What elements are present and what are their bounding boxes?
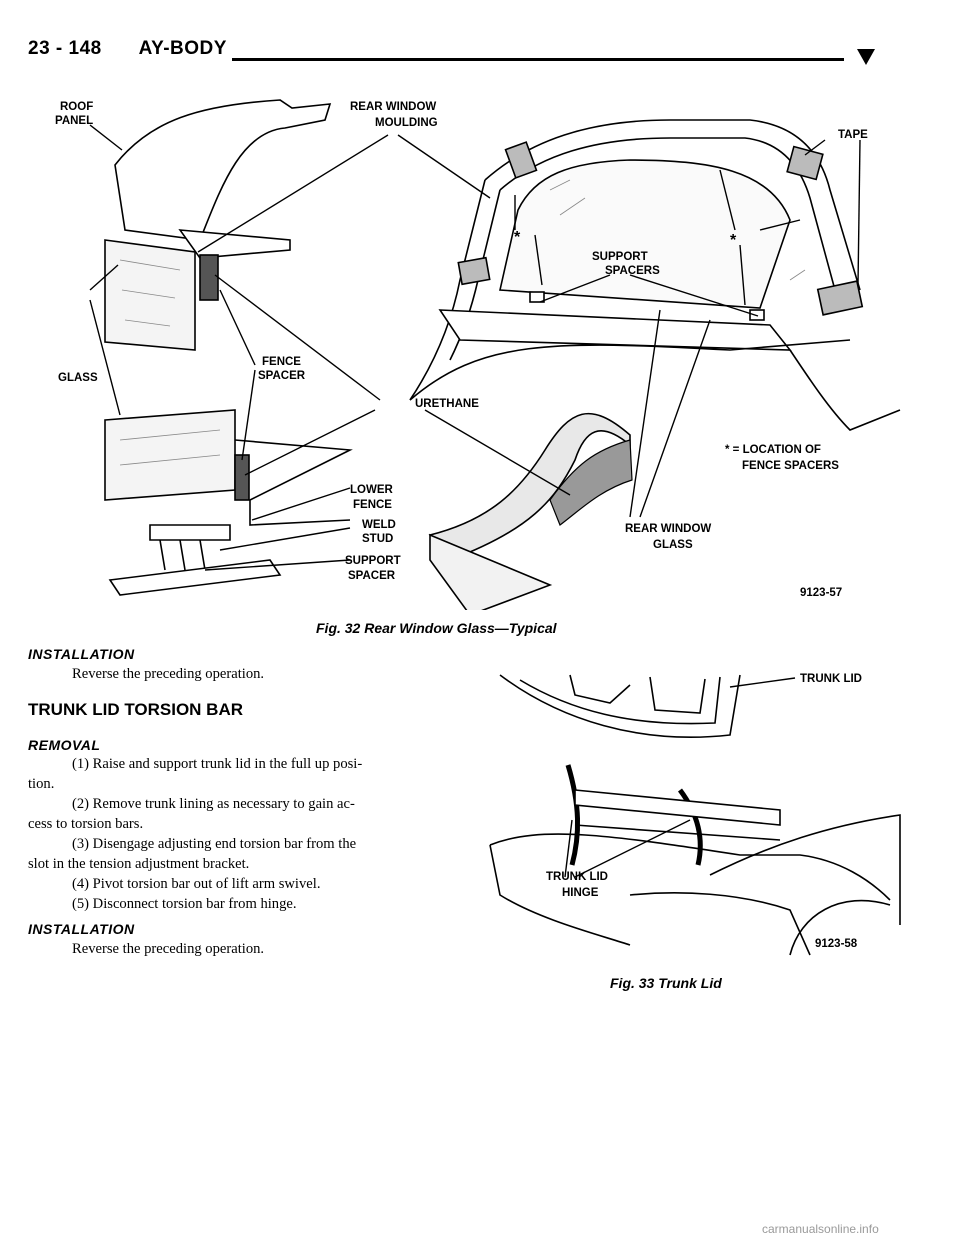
step-line: (4) Pivot torsion bar out of lift arm swivel. — [72, 876, 321, 892]
step-line: slot in the tension adjustment bracket. — [28, 856, 250, 872]
step-line: tion. — [28, 776, 55, 792]
installation-heading: INSTALLATION — [28, 646, 135, 662]
label-support-spacers-1: SUPPORT — [592, 251, 648, 263]
step-line: (2) Remove trunk lining as necessary to gain ac- — [72, 796, 355, 812]
label-legend-1: * = LOCATION OF — [725, 444, 821, 456]
figure-32-illustration — [30, 80, 930, 610]
watermark: carmanualsonline.info — [762, 1222, 879, 1236]
installation-text-2: Reverse the preceding operation. — [72, 941, 265, 957]
header-rule — [232, 58, 844, 61]
step-line: cess to torsion bars. — [28, 816, 144, 832]
label-trunk-lid-hinge-1: TRUNK LID — [546, 871, 608, 883]
label-moulding-2: MOULDING — [375, 117, 438, 129]
figure-33-id: 9123-58 — [815, 938, 858, 950]
label-support-spacer-1: SUPPORT — [345, 555, 401, 567]
label-lower-fence-2: FENCE — [353, 499, 392, 511]
section-title: TRUNK LID TORSION BAR — [28, 700, 244, 719]
label-moulding-1: REAR WINDOW — [350, 101, 437, 113]
removal-steps — [28, 754, 458, 914]
figure-32-caption: Fig. 32 Rear Window Glass—Typical — [316, 620, 557, 636]
label-glass: GLASS — [58, 372, 98, 384]
page-number: 23 - 148 — [28, 38, 102, 59]
label-urethane: URETHANE — [415, 398, 479, 410]
figure-33-caption: Fig. 33 Trunk Lid — [610, 975, 722, 991]
removal-heading: REMOVAL — [28, 737, 101, 753]
label-lower-fence-1: LOWER — [350, 484, 393, 496]
label-trunk-lid: TRUNK LID — [800, 673, 862, 685]
label-weld-stud-1: WELD — [362, 519, 396, 531]
step-line: (3) Disengage adjusting end torsion bar from the — [72, 836, 357, 852]
installation-heading-2: INSTALLATION — [28, 921, 135, 937]
label-support-spacers-2: SPACERS — [605, 265, 660, 277]
label-rear-window-glass-2: GLASS — [653, 539, 693, 551]
label-roof-panel-2: PANEL — [55, 115, 94, 127]
label-roof-panel-1: ROOF — [60, 101, 94, 113]
trunk-lid-drawing — [490, 675, 900, 955]
section-name: AY-BODY — [138, 38, 227, 59]
label-legend-2: FENCE SPACERS — [742, 460, 839, 472]
step-line: (5) Disconnect torsion bar from hinge. — [72, 896, 297, 912]
label-fence-spacer-1: FENCE — [262, 356, 301, 368]
installation-text: Reverse the preceding operation. — [72, 666, 265, 682]
rear-window-glass-piece — [430, 414, 632, 610]
label-rear-window-glass-1: REAR WINDOW — [625, 523, 712, 535]
label-tape: TAPE — [838, 129, 868, 141]
rear-window-cross-section — [105, 100, 350, 595]
page-header — [28, 38, 227, 60]
step-line: (1) Raise and support trunk lid in the full up posi- — [72, 756, 363, 772]
label-weld-stud-2: STUD — [362, 533, 394, 545]
figure-32-id: 9123-57 — [800, 587, 843, 599]
asterisk-marker: * — [730, 232, 737, 249]
label-support-spacer-2: SPACER — [348, 570, 396, 582]
figure-33-illustration — [480, 665, 920, 965]
triangle-marker-icon — [856, 48, 876, 66]
label-trunk-lid-hinge-2: HINGE — [562, 887, 599, 899]
label-fence-spacer-2: SPACER — [258, 370, 306, 382]
asterisk-marker: * — [514, 229, 521, 246]
